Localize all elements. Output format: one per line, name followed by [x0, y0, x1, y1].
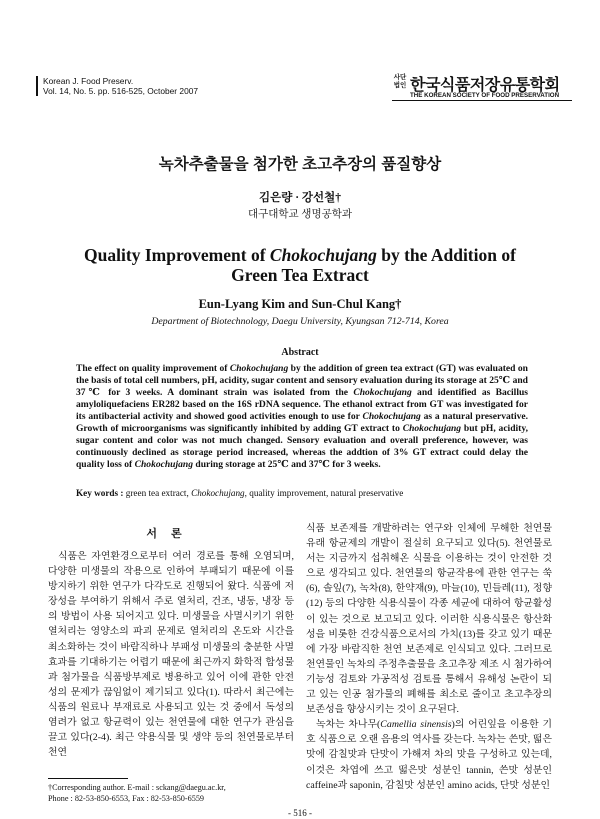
- section-heading-introduction: 서론: [146, 528, 196, 540]
- title-english-italic: Chokochujang: [269, 245, 377, 265]
- affiliation-english: Department of Biotechnology, Daegu University, Kyungsan 712-714, Korea: [151, 316, 449, 327]
- right-column: [306, 521, 552, 793]
- keywords: Key words : green tea extract, Chokochujang, quality improvement, natural preservative: [76, 488, 404, 498]
- society-emblem: 사단법인: [393, 74, 407, 89]
- abstract-heading: Abstract: [281, 347, 319, 358]
- society-name-english: THE KOREAN SOCIETY OF FOOD PRESERVATION: [410, 92, 560, 99]
- title-english-part2: by the Addition of: [376, 245, 516, 265]
- authors-english: Eun-Lyang Kim and Sun-Chul Kang†: [198, 297, 402, 311]
- footnote-divider: [48, 778, 128, 779]
- society-logo-block: [392, 72, 572, 102]
- page-number: - 516 -: [288, 808, 312, 818]
- footnote-phone: Phone : 82-53-850-6553, Fax : 82-53-850-6559: [48, 794, 205, 803]
- journal-name: Korean J. Food Preserv.: [43, 76, 134, 86]
- footnote: [48, 782, 308, 804]
- society-name-korean: 한국식품저장유통학회: [410, 77, 560, 94]
- keywords-label: Key words :: [76, 488, 124, 498]
- title-english: [0, 245, 600, 285]
- right-column-paragraph-2: 녹차는 차나무(Camellia sinensis)의 어린잎을 이용한 기호 식품으로 오랜 음용의 역사를 갖는다. 녹차는 쓴맛, 떫은맛에 감칠맛과 단맛이 가해져 차의 맛을 구성하고 있는데, 이것은 차엽에 쓰고 떫은맛 성분인 tannin, 쓴맛 성분인 caffeine과 saponin, 감칠맛 성분인 amino acids, 단맛 성분인: [306, 719, 552, 791]
- left-column-text: 식품은 자연환경으로부터 여러 경로를 통해 오염되며, 다양한 미생물의 작용으로 인하여 부패되기 때문에 이를 방지하기 위한 연구가 다각도로 진행되어 왔다. 식품에 저장성을 부여하기 위해서 주로 열처리, 건조, 냉동, 냉장 등의 방법이 사용 되어지고 있다. 미생물을 사멸시키기 위한 열처리는 영양소의 파괴 문제로 열처리의 온도와 시간을 최소화하는 것이 바람직하나 부패성 미생물의 충분한 사멸 효과를 기대하기는 어렵기 때문에 최근까지 화학적 합성물과 첨가물을 식품방부제로 병용하고 있어 이에 관한 안전성의 문제가 끊임없이 제기되고 있다(1). 따라서 최근에는 식품의 원료나 부재료로 사용되고 있는 것 중에서 독성의 염려가 없고 항균력이 있는 천연물에 대한 연구가 관심을 끌고 있다(2-4). 최근 약용식물 및 생약 등의 천연물로부터 천연: [48, 551, 294, 759]
- title-korean: 녹차추출물을 첨가한 초고추장의 품질향상: [158, 156, 442, 173]
- abstract-text: The effect on quality improvement of Chokochujang by the addition of green tea extract (GT) was evaluated on the basis of total cell numbers, pH, acidity, sugar content and sensory evaluation during its storage at 25℃ and 37℃ for 3 weeks. A dominant strain was isolated from the Chokochujang and identified as Bacillus amyloliquefaciens ER282 based on the 16S rDNA sequence. The ethanol extract from GT was investigated for its antibacterial activity and showed good activities enough to use for Chokochujang as a natural preservative. Growth of microorganisms was significantly inhibited by adding GT extract to Chokochujang but pH, acidity, sugar content and color was not much changed. Sensory evaluation and overall preference, however, was continuously declined as storage period increased, whereas the addtion of 3% GT extract could delay the quality loss of Chokochujang during storage at 25℃ and 37℃ for 3 weeks.: [76, 363, 528, 470]
- title-english-part1: Quality Improvement of: [84, 245, 270, 265]
- footnote-email: †Corresponding author. E-mail : sckang@daegu.ac.kr,: [48, 783, 226, 792]
- journal-volume: Vol. 14, No. 5. pp. 516-525, October 2007: [43, 86, 199, 96]
- right-column-paragraph-1: 식품 보존제를 개발하려는 연구와 인체에 무해한 천연물 유래 항균제의 개발이 절실히 요구되고 있다(5). 천연물로서는 지금까지 섭취해온 식물을 이용하는 것이 안전한 것으로 생각되고 있다. 천연물의 항균작용에 관한 연구는 쑥(6), 솔잎(7), 녹차(8), 한약재(9), 마늘(10), 민들레(11), 정향(12) 등의 다양한 식용식물이 각종 세균에 대하여 항균활성이 있는 것으로 보고되고 있다. 이러한 식용식물은 항산화성을 비롯한 건강식품으로서의 가치(13)를 갖고 있기 때문에 가장 바람직한 천연 보존제로 인식되고 있다. 그러므로 천연물인 녹차의 주정추출물을 초고추장 제조 시 첨가하여 기능성 검토와 가공적성 검토를 통해서 유해성 논란이 되고 있는 인공 첨가물의 폐해를 최소로 줄이고 초고추장의 보존성을 향상시키는 것이 요구된다.: [306, 523, 552, 716]
- journal-citation: [36, 76, 198, 96]
- authors-korean: 김은량 · 강선철†: [259, 192, 341, 204]
- society-divider: [392, 100, 572, 101]
- affiliation-korean: 대구대학교 생명공학과: [247, 209, 353, 220]
- title-english-line2: Green Tea Extract: [231, 265, 369, 285]
